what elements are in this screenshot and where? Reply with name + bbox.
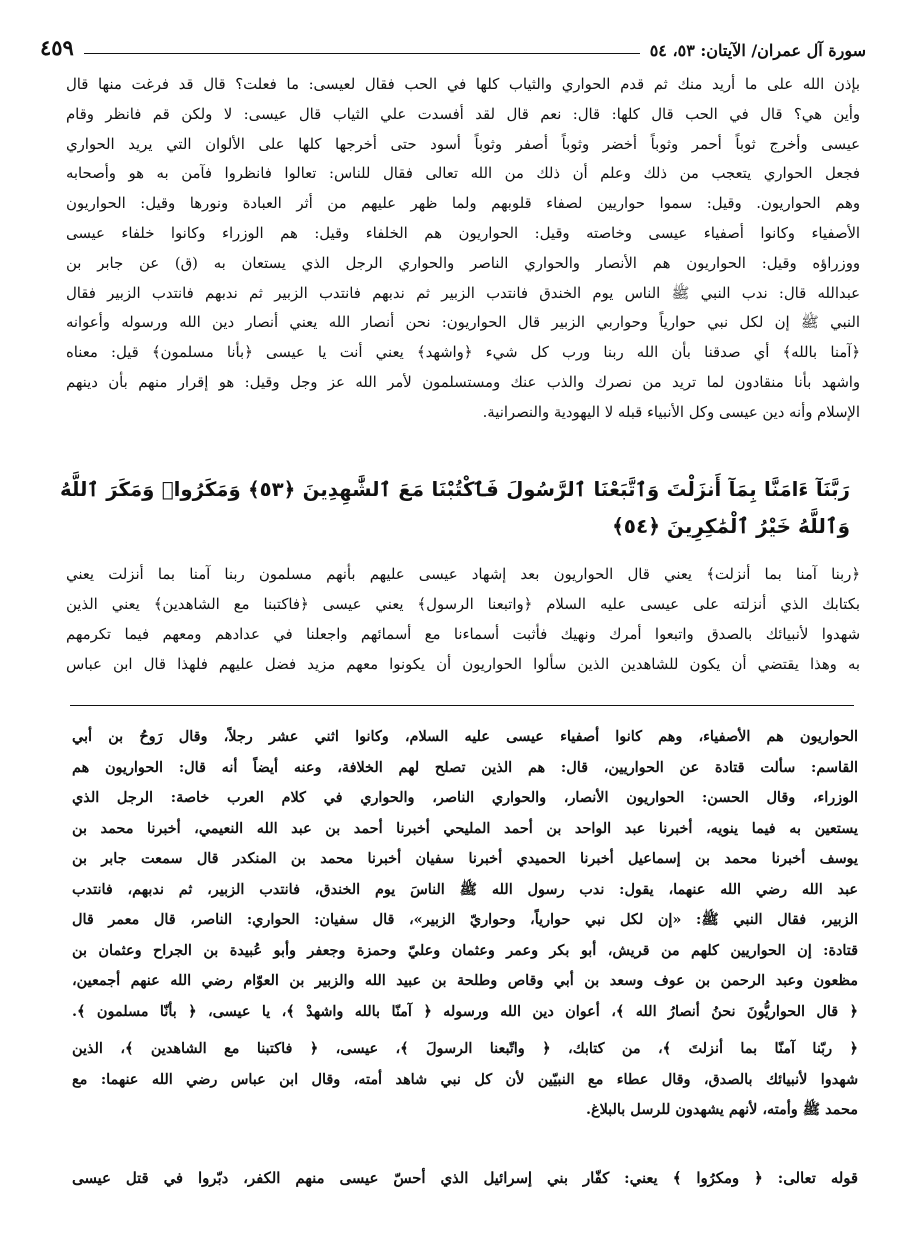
commentary-text-2 [66, 560, 860, 680]
header-rule [84, 53, 640, 54]
annotation-line: الزبير، فقال النبي ﷺ: «إن لكل نبي حوارياً، وحواريّ الزبير»، قال سفيان: الحواري: الناصر، قال معمر قال [72, 911, 858, 928]
commentary-line: فجعل الحواري يتعجب من ذلك وعلم أن ذلك من الله تعالى فقال للناس: تعالوا فانظروا فآمن به هو وأصحابه [66, 165, 860, 183]
commentary-line: ﴿ربنا آمنا بما أنزلت﴾ يعني قال الحواريون بعد إشهاد عيسى عليهم بأنهم مسلمون ربنا آمنا بما أنزلت يعني [66, 566, 860, 583]
page-header [40, 34, 866, 60]
annotation-line: القاسم: سألت قتادة عن الحواريين، قال: هم الذين تصلح لهم الخلافة، وعنه أيضاً أنه قال: الحواريون هم [72, 758, 858, 776]
commentary-line: بكتابك الذي أنزلته على عيسى عليه السلام ﴿واتبعنا الرسول﴾ يعني عيسى ﴿فاكتبنا مع الشاهدين﴾ يعني الذين [66, 596, 860, 613]
commentary-line: الإسلام وأنه دين عيسى وكل الأنبياء قبله لا اليهودية والنصرانية. [482, 403, 860, 421]
commentary-line: الأصفياء وكانوا أصفياء عيسى وخاصته وقيل: الحواريون هم الخلفاء وقيل: هم الوزراء وكانوا خلفاء عيسى [66, 224, 860, 242]
running-title: سورة آل عمران/ الآيتان: ٥٣، ٥٤ [649, 41, 866, 60]
footnote-divider [70, 705, 854, 706]
annotation-line: مظعون وعبد الرحمن بن عوف وسعد بن أبي وقاص وطلحة بن عبيد الله والزبير بن العوّام رضي الله عنهم أجمعين، [72, 972, 858, 989]
annotation-line: يستعين به فيما ينويه، أخبرنا عبد الواحد بن أحمد المليحي أخبرنا أحمد بن عبد الله النعيمي، أخبرنا محمد بن [72, 819, 858, 837]
commentary-text [66, 70, 860, 428]
annotation-text-3 [72, 1164, 858, 1194]
annotation-line: ﴿ ربّنا آمنّا بما أنزلتَ ﴾، من كتابك، ﴿ واتّبعنا الرسولَ ﴾، عيسى، ﴿ فاكتبنا مع الشاهدين ﴾، الذين [72, 1040, 858, 1057]
commentary-line: بإذن الله على ما أريد منك ثم قدم الحواري والثياب كلها في الحب فقال لعيسى: ما فعلت؟ قال قد فرغت منها قال [66, 76, 860, 93]
annotation-line: الحواريون هم الأصفياء، وهم كانوا أصفياء عيسى عليه السلام، وكانوا اثني عشر رجلاً، وقال رَوحُ بن أبي [72, 728, 858, 745]
annotation-text [72, 722, 858, 1027]
annotation-line: عبد الله رضي الله عنهما، يقول: ندب رسول الله ﷺ الناسَ يوم الخندق، فانتدب الزبير، ثم ندبهم، فانتدب [72, 880, 858, 898]
annotation-line: ﴿ قال الحواريُّونَ نحنُ أنصارُ الله ﴾، أعوان دين الله ورسوله ﴿ آمنّا بالله واشهدْ ﴾، يا عيسى، ﴿ بأنّا مسلمون ﴾. [72, 1002, 858, 1020]
annotation-text-2 [72, 1034, 858, 1126]
commentary-line: وهم الحواريون. وقيل: سموا حواريين لصفاء قلوبهم ولما ظهر عليهم من أثر العبادة ونورها وقيل: الحواريون [66, 195, 860, 213]
verse-line: رَبَّنَآ ءَامَنَّا بِمَآ أَنزَلْتَ وَٱتَّبَعْنَا ٱلرَّسُولَ فَٱكْتُبْنَا مَعَ ٱلشَّٰهِدِينَ ﴿٥٣﴾ وَمَكَرُوا۟ وَمَكَرَ ٱللَّهُ [60, 478, 850, 501]
commentary-line: ﴿آمنا بالله﴾ أي صدقنا بأن الله ربنا ورب كل شيء ﴿واشهد﴾ يعني أنت يا عيسى ﴿بأنا مسلمون﴾ قيل: معناه [66, 344, 860, 362]
commentary-line: وأين هي؟ قال في الحب قال كلها: قال: نعم قال لقد أفسدت علي الثياب قال عيسى: لا ولكن قم فانظر وقام [66, 105, 860, 123]
annotation-line: محمد ﷺ وأمته، لأنهم يشهدون للرسل بالبلاغ. [586, 1101, 858, 1118]
commentary-line: النبي ﷺ إن لكل نبي حوارياً وحواربي الزبير قال الحواريون: نحن أنصار الله يعني أنصار دين الله ورسوله وأعوانه [66, 314, 860, 332]
annotation-line: يوسف أخبرنا محمد بن إسماعيل أخبرنا الحميدي أخبرنا سفيان أخبرنا محمد بن المنكدر قال سمعت جابر بن [72, 850, 858, 867]
commentary-line: شهدوا لأنبيائك بالصدق واتبعوا أمرك ونهيك فأثبت أسماءنا مع أسمائهم واجعلنا في عدادهم ومعهم فيما تكرمهم [66, 626, 860, 643]
commentary-line: عيسى وأخرج ثوباً أحمر وثوباً أخضر وثوباً أصفر وثوباً أسود حتى أخرجها كلها على الألوان التي يريد الحواري [66, 135, 860, 153]
page-number: ٤٥٩ [40, 35, 74, 60]
annotation-line: قتادة: إن الحواريين كلهم من قريش، أبو بكر وعمر وعثمان وعليّ وحمزة وجعفر وأبو عُبيدة بن الجراح وعثمان بن [72, 941, 858, 959]
annotation-line: الوزراء، وقال الحسن: الحواريون الأنصار، والحواري الناصر، والحواري في كلام العرب خاصة: الرجل الذي [72, 789, 858, 806]
annotation-line: شهدوا لأنبيائك بالصدق، وقال عطاء مع النبيّين لأن كل نبي شاهد أمته، وقال ابن عباس رضي الله عنهما: مع [72, 1070, 858, 1088]
quran-verse [60, 472, 850, 544]
commentary-line: ووزراؤه وقيل: الحواريون هم الأنصار والحواري الناصر والحواري الرجل الذي يستعان به (ق) عن جابر بن [66, 254, 860, 272]
commentary-line: به وهذا يقتضي أن يكون للشاهدين الذين سألوا الحواريون أن يكونوا معهم مزيد فضل عليهم فلهذا قال ابن عباس [66, 656, 860, 673]
commentary-line: واشهد بأنا منقادون لما تريد من نصرك والذب عنك ومستسلمون لأمر الله عز وجل وقيل: هو إقرار منهم بأن دينهم [66, 373, 860, 391]
commentary-line: عبدالله قال: ندب النبي ﷺ الناس يوم الخندق فانتدب الزبير ثم ندبهم فانتدب الزبير ثم ندبهم فانتدب الزبير فقال [66, 284, 860, 302]
verse-line: وَٱللَّهُ خَيْرُ ٱلْمَٰكِرِينَ ﴿٥٤﴾ [612, 514, 850, 538]
annotation-line: قوله تعالى: ﴿ ومكرُوا ﴾ يعني: كفّار بني إسرائيل الذي أحسّ عيسى منهم الكفر، دبّروا في قتل عيسى [72, 1170, 858, 1187]
